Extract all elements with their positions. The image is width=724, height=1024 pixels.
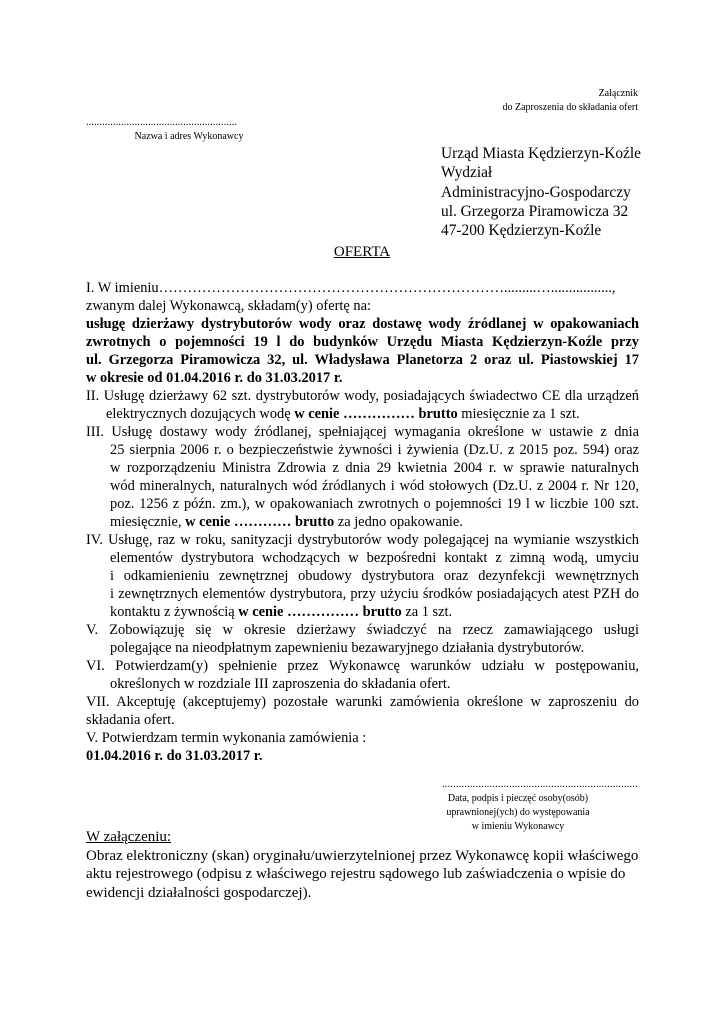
signature-line-2: uprawnionej(ych) do występowania bbox=[446, 807, 590, 818]
section-vi-line-2: określonych w rozdziale III zaproszenia do składania ofert. bbox=[110, 676, 451, 692]
attachments-heading: W załączeniu: bbox=[86, 829, 172, 845]
section-i-line-2: zwanym dalej Wykonawcą, składam(y) ofertę na: bbox=[86, 298, 371, 314]
signature-dots: ...................................................................... bbox=[442, 779, 638, 790]
section-ii-price: w cenie …………… brutto bbox=[294, 406, 458, 422]
section-iii-line-6 bbox=[86, 513, 639, 531]
section-i bbox=[86, 279, 639, 387]
annex-line-1: Załącznik bbox=[598, 88, 638, 99]
section-v-line-2: polegające na nieodpłatnym zapewnieniu bezawaryjnego działania dystrybutorów. bbox=[110, 640, 585, 656]
section-term-dates: 01.04.2016 r. do 31.03.2017 r. bbox=[86, 748, 263, 764]
section-i-subject-1: usługę dzierżawy dystrybutorów wody oraz dostawę wody źródlanej w opakowaniach bbox=[86, 316, 639, 332]
section-i-subject-3: ul. Grzegorza Piramowicza 32, ul. Władysława Planetorza 2 oraz ul. Piastowskiej 17 bbox=[86, 352, 639, 368]
section-iv-line-4: i zewnętrznych elementów dystrybutora, przy użyciu środków posiadających atest PZH do bbox=[110, 586, 639, 602]
offer-body bbox=[86, 279, 639, 765]
recipient-line-1: Urząd Miasta Kędzierzyn-Koźle bbox=[441, 145, 641, 162]
section-ii bbox=[86, 387, 639, 423]
section-ii-line-2 bbox=[86, 405, 639, 423]
contractor-label: Nazwa i adres Wykonawcy bbox=[134, 131, 244, 142]
recipient-line-3: Administracyjno-Gospodarczy bbox=[441, 183, 631, 201]
section-iii-line-2: 25 sierpnia 2006 r. o bezpieczeństwie żywności i żywienia (Dz.U. z 2015 poz. 594) oraz bbox=[110, 442, 639, 458]
section-iii-unit: za jedno opakowanie. bbox=[334, 514, 463, 530]
recipient-line-4: ul. Grzegorza Piramowicza 32 bbox=[441, 202, 629, 220]
section-vii-line-1: VII. Akceptuję (akceptujemy) pozostałe warunki zamówienia określone w zaproszeniu do bbox=[86, 694, 639, 710]
section-i-subject-4: w okresie od 01.04.2016 r. do 31.03.2017 r. bbox=[86, 370, 343, 386]
recipient-line-5: 47-200 Kędzierzyn-Koźle bbox=[441, 222, 602, 240]
section-v bbox=[86, 621, 639, 657]
recipient-address bbox=[441, 144, 641, 240]
section-i-subject-2: zwrotnych o pojemności 19 l do budynków Urzędu Miasta Kędzierzyn-Koźle przy bbox=[86, 334, 639, 350]
section-iii-line-1: III. Usługę dostawy wody źródlanej, spełniającej wymagania określone w ustawie z dnia bbox=[86, 424, 639, 440]
section-vii-line-2: składania ofert. bbox=[86, 712, 175, 728]
section-iii-line-5: poz. 1256 z późn. zm.), w opakowaniach zwrotnych o pojemności 19 l w liczbie 100 szt. bbox=[110, 496, 639, 512]
contractor-dots: ........................................................ bbox=[86, 117, 238, 128]
section-iv-unit: za 1 szt. bbox=[401, 604, 453, 620]
section-term bbox=[86, 729, 639, 765]
section-iv-line-2: elementów dystrybutora wchodzących w bezpośredni kontakt z zimną wodą, umyciu bbox=[110, 550, 639, 566]
section-iv-line-5 bbox=[86, 603, 639, 621]
annex-header bbox=[502, 87, 638, 115]
section-vi-line-1: VI. Potwierdzam(y) spełnienie przez Wykonawcę warunków udziału w postępowaniu, bbox=[86, 658, 639, 674]
section-iv-line-3: i odkamienieniu zewnętrznej obudowy dystrybutora oraz dezynfekcji wewnętrznych bbox=[110, 568, 639, 584]
section-vii bbox=[86, 693, 639, 729]
section-iv-price: w cenie …………… brutto bbox=[238, 604, 402, 620]
section-iii bbox=[86, 423, 639, 531]
section-iii-line-4: wód mineralnych, naturalnych wód źródlanych i wód stołowych (Dz.U. z 2004 r. Nr 120, bbox=[110, 478, 639, 494]
attachments-line-1: Obraz elektroniczny (skan) oryginału/uwierzytelnionej przez Wykonawcę kopii właściwego bbox=[86, 847, 639, 864]
section-ii-text: elektrycznych dozujących wodę bbox=[106, 406, 295, 422]
contractor-block bbox=[86, 116, 292, 144]
signature-block bbox=[398, 778, 638, 834]
section-term-line-1: V. Potwierdzam termin wykonania zamówienia : bbox=[86, 730, 367, 746]
section-ii-line-1: II. Usługę dzierżawy 62 szt. dystrybutorów wody, posiadających świadectwo CE dla urządzeń bbox=[86, 388, 639, 404]
section-iii-price: w cenie ………… brutto bbox=[185, 514, 335, 530]
section-iii-line-3: w rozporządzeniu Ministra Zdrowia z dnia 29 kwietnia 2004 r. w sprawie naturalnych bbox=[110, 460, 639, 476]
section-iii-text: miesięcznie, bbox=[110, 514, 186, 530]
signature-line-3: w imieniu Wykonawcy bbox=[471, 821, 565, 832]
attachments-line-2: aktu rejestrowego (odpisu z właściwego rejestru sądowego lub zaświadczenia o wpisie do bbox=[86, 866, 626, 882]
attachments-line-3: ewidencji działalności gospodarczej). bbox=[86, 884, 312, 901]
annex-line-2: do Zaproszenia do składania ofert bbox=[502, 102, 638, 113]
section-iv bbox=[86, 531, 639, 621]
signature-line-1: Data, podpis i pieczęć osoby(osób) bbox=[447, 793, 589, 804]
section-ii-unit: miesięcznie za 1 szt. bbox=[457, 406, 580, 422]
recipient-line-2: Wydział bbox=[441, 164, 493, 182]
page-title: OFERTA bbox=[333, 244, 391, 260]
section-iv-line-1: IV. Usługę, raz w roku, sanityzacji dystrybutorów wody polegającej na wymianie wszystkich bbox=[86, 532, 639, 548]
section-v-line-1: V. Zobowiązuję się w okresie dzierżawy świadczyć na rzecz zamawiającego usługi bbox=[86, 622, 639, 638]
attachments-block bbox=[86, 828, 646, 902]
section-iv-text: kontaktu z żywnością bbox=[110, 604, 239, 620]
section-i-line-1: I. W imieniu……………………………………………………………….........…................., bbox=[86, 280, 616, 296]
section-vi bbox=[86, 657, 639, 693]
